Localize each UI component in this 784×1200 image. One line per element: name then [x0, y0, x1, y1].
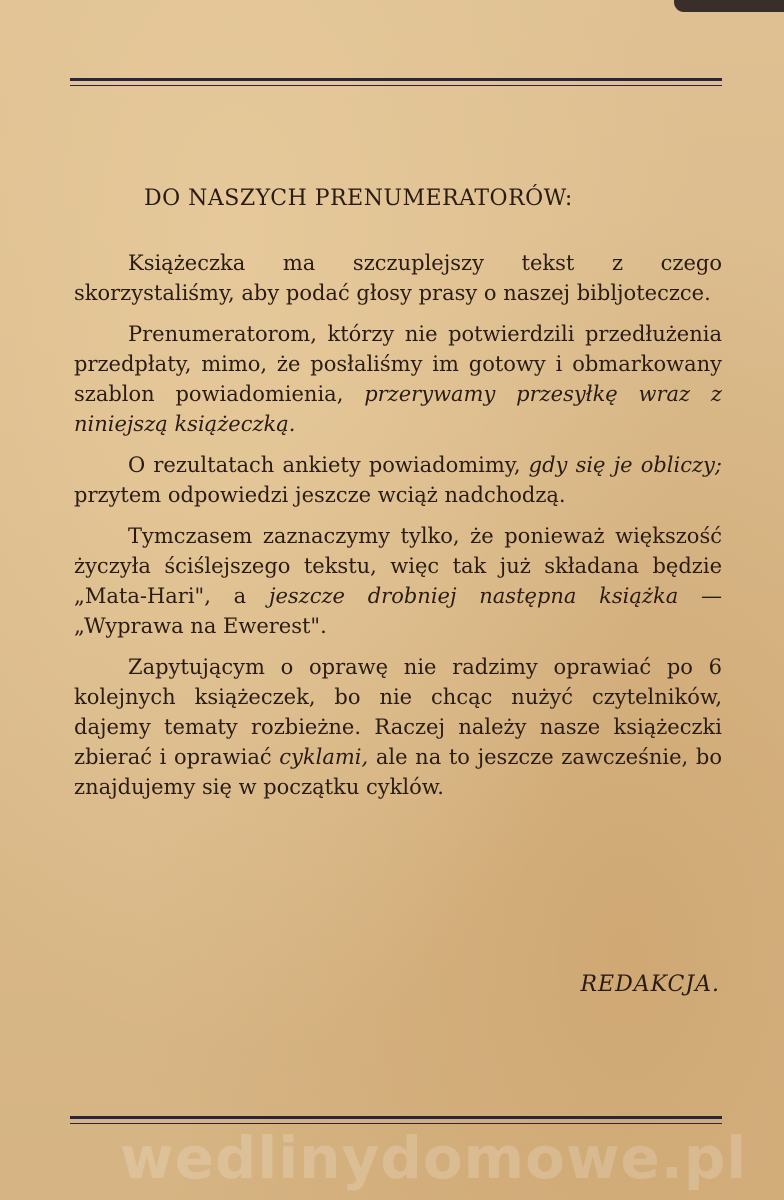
watermark: wedlinydomowe.pl [120, 1124, 748, 1192]
text-segment: ale na to jeszcze zawcześnie, bo znajdujemy się w początku cyklów. [74, 745, 722, 799]
paragraph [74, 319, 722, 439]
paragraph [74, 450, 722, 510]
top-double-rule [70, 78, 722, 90]
text-segment: przytem odpowiedzi jeszcze wciąż nadchodzą. [74, 483, 566, 507]
signature: REDAKCJA. [580, 972, 720, 997]
text-segment: O rezultatach ankiety powiadomimy, [128, 453, 529, 477]
italic-text: jeszcze drobniej następna książka [268, 584, 679, 608]
paragraph [74, 248, 722, 308]
page-corner-shadow [674, 0, 784, 12]
italic-text: przerywamy przesyłkę wraz z niniejszą książeczką. [74, 382, 722, 436]
paragraph [74, 652, 722, 802]
text-segment: Książeczka ma szczuplejszy tekst z czego skorzystaliśmy, aby podać głosy prasy o naszej bibljoteczce. [74, 251, 722, 305]
italic-text: cyklami, [279, 745, 369, 769]
text-segment: — „Wyprawa na Ewerest". [74, 584, 722, 638]
text-segment: Tymczasem zaznaczymy tylko, że ponieważ większość życzyła ściślejszego tekstu, więc tak już składana będzie „Mata-Hari", a [74, 524, 722, 608]
page-title: DO NASZYCH PRENUMERATORÓW: [144, 186, 573, 211]
italic-text: gdy się je obliczy; [528, 453, 722, 477]
text-segment: Prenumeratorom, którzy nie potwierdzili przedłużenia przedpłaty, mimo, że posłaliśmy im gotowy i obmarkowany szablon powiadomienia, [74, 322, 722, 406]
notice-body [74, 248, 722, 813]
paragraph [74, 521, 722, 641]
text-segment: Zapytującym o oprawę nie radzimy oprawiać po 6 kolejnych książeczek, bo nie chcąc nużyć czytelników, dajemy tematy rozbieżne. Raczej należy nasze książeczki zbierać i oprawiać [74, 655, 722, 769]
